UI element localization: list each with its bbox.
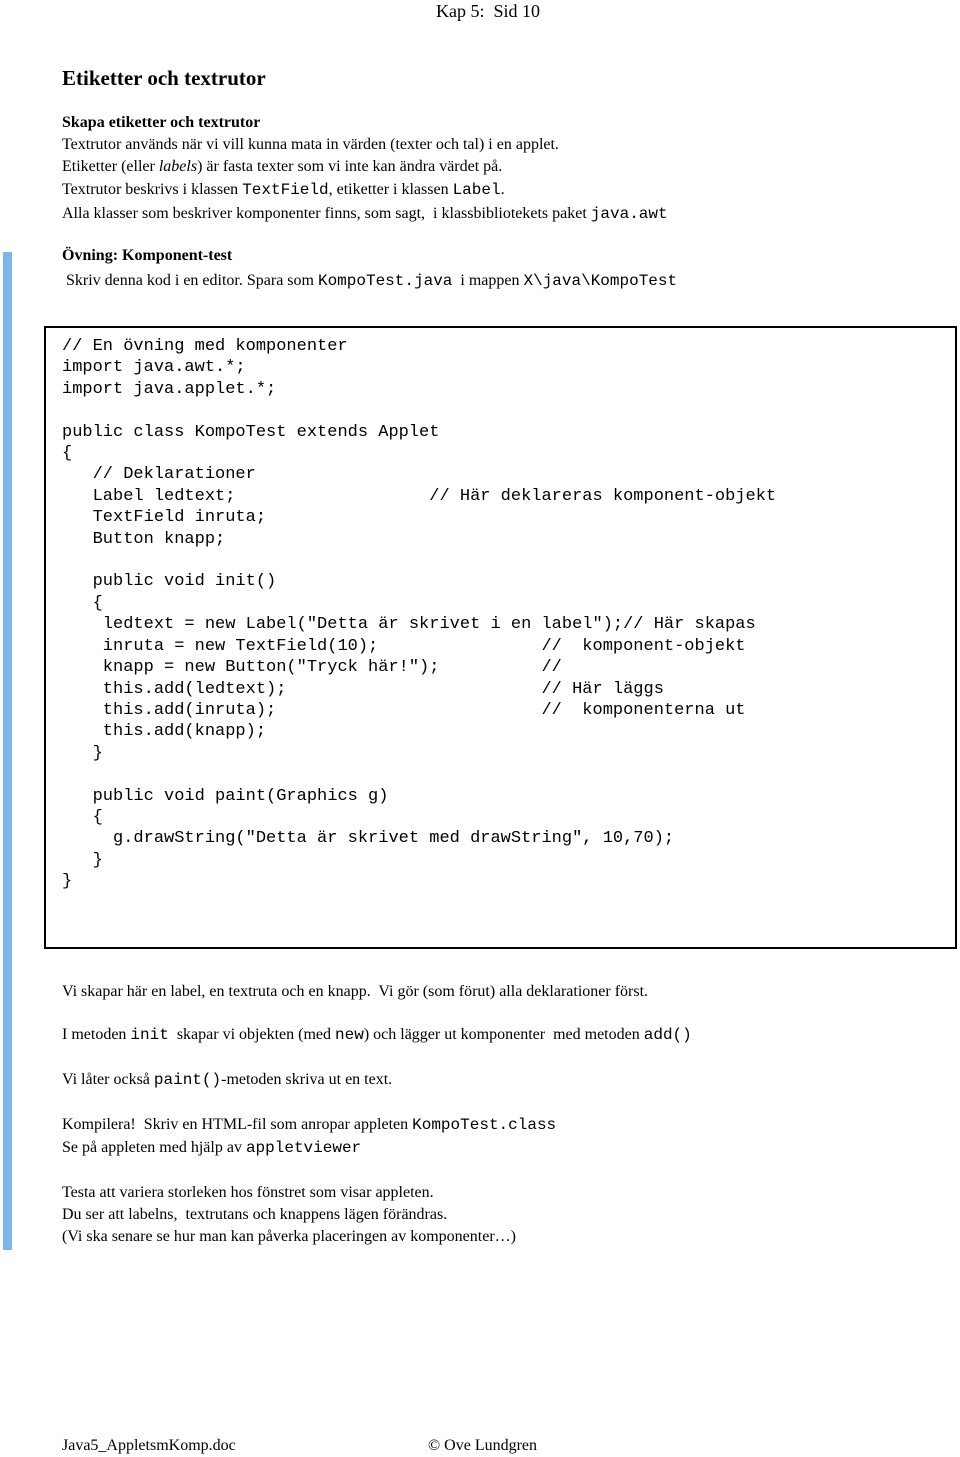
code-line: public void paint(Graphics g) — [62, 786, 389, 806]
code-line — [62, 764, 776, 785]
code-line: { — [62, 807, 103, 827]
textfield-class: TextField — [242, 181, 329, 199]
code-listing — [62, 336, 776, 893]
labels-term: labels — [158, 158, 198, 175]
page-header: Kap 5: Sid 10 — [436, 1, 541, 21]
code-line: import java.awt.*; — [62, 358, 246, 378]
exercise-instruction: Skriv denna kod i en editor. Spara som KompoTest.java i mappen X\java\KompoTest — [66, 272, 678, 290]
subsection-title: Skapa etiketter och textrutor — [62, 114, 261, 131]
code-line — [62, 400, 776, 421]
change-bar — [3, 252, 12, 1250]
code-line: Button knapp; — [62, 529, 226, 549]
code-line: public void init() — [62, 572, 277, 592]
footer-filename: Java5_AppletsmKomp.doc — [62, 1437, 236, 1454]
para-declarations: Vi skapar här en label, en textruta och en knapp. Vi gör (som förut) alla deklarationer först. — [62, 983, 649, 1000]
code-line: inruta = new TextField(10); // komponent-objekt — [62, 636, 746, 656]
code-line: } — [62, 872, 73, 892]
intro-line-1: Textrutor används när vi vill kunna mata in värden (texter och tal) i en applet. — [62, 136, 559, 153]
new-keyword: new — [335, 1026, 364, 1044]
code-line: TextField inruta; — [62, 508, 267, 528]
code-box — [44, 326, 957, 949]
code-line: } — [62, 743, 103, 763]
para-compile: Kompilera! Skriv en HTML-fil som anropar appleten KompoTest.class — [62, 1116, 557, 1134]
package-name: java.awt — [590, 205, 668, 223]
para-test-1: Testa att variera storleken hos fönstret som visar appleten. — [62, 1184, 434, 1201]
folder-path: X\java\KompoTest — [523, 272, 678, 290]
code-line: this.add(inruta); // komponenterna ut — [62, 700, 746, 720]
para-init: I metoden init skapar vi objekten (med new) och lägger ut komponenter med metoden add() — [62, 1026, 692, 1044]
intro-line-3: Textrutor beskrivs i klassen TextField, etiketter i klassen Label. — [62, 181, 505, 199]
code-line: // Deklarationer — [62, 465, 256, 485]
add-method: add() — [643, 1026, 692, 1044]
appletviewer-tool: appletviewer — [245, 1139, 362, 1157]
code-line: import java.applet.*; — [62, 379, 277, 399]
code-line: } — [62, 850, 103, 870]
code-line: knapp = new Button("Tryck här!"); // — [62, 658, 562, 678]
code-line: public class KompoTest extends Applet — [62, 422, 440, 442]
intro-line-2: Etiketter (eller labels) är fasta texter som vi inte kan ändra värdet på. — [62, 158, 503, 175]
intro-line-4: Alla klasser som beskriver komponenter finns, som sagt, i klassbibliotekets paket java.awt — [62, 205, 668, 223]
para-test-2: Du ser att labelns, textrutans och knappens lägen förändras. — [62, 1206, 448, 1223]
para-paint: Vi låter också paint()-metoden skriva ut en text. — [62, 1071, 393, 1089]
exercise-heading: Övning: Komponent-test — [62, 247, 233, 264]
code-line — [62, 550, 776, 571]
code-line: { — [62, 593, 103, 613]
paint-method: paint() — [153, 1071, 222, 1089]
para-test-3: (Vi ska senare se hur man kan påverka placeringen av komponenter…) — [62, 1228, 516, 1245]
label-class: Label — [452, 181, 501, 199]
init-method: init — [130, 1026, 169, 1044]
code-line: // En övning med komponenter — [62, 337, 348, 356]
para-appletviewer: Se på appleten med hjälp av appletviewer — [62, 1139, 362, 1157]
code-line: Label ledtext; // Här deklareras komponent-objekt — [62, 486, 777, 506]
code-line: this.add(ledtext); // Här läggs — [62, 679, 664, 699]
file-name: KompoTest.java — [317, 272, 453, 290]
code-line: { — [62, 444, 73, 464]
class-file: KompoTest.class — [412, 1116, 557, 1134]
code-line: ledtext = new Label("Detta är skrivet i en label");// Här skapas — [62, 615, 756, 635]
section-title: Etiketter och textrutor — [62, 66, 266, 90]
code-line: this.add(knapp); — [62, 722, 267, 742]
footer-copyright: © Ove Lundgren — [428, 1437, 538, 1454]
code-line: g.drawString("Detta är skrivet med drawString", 10,70); — [62, 829, 675, 849]
